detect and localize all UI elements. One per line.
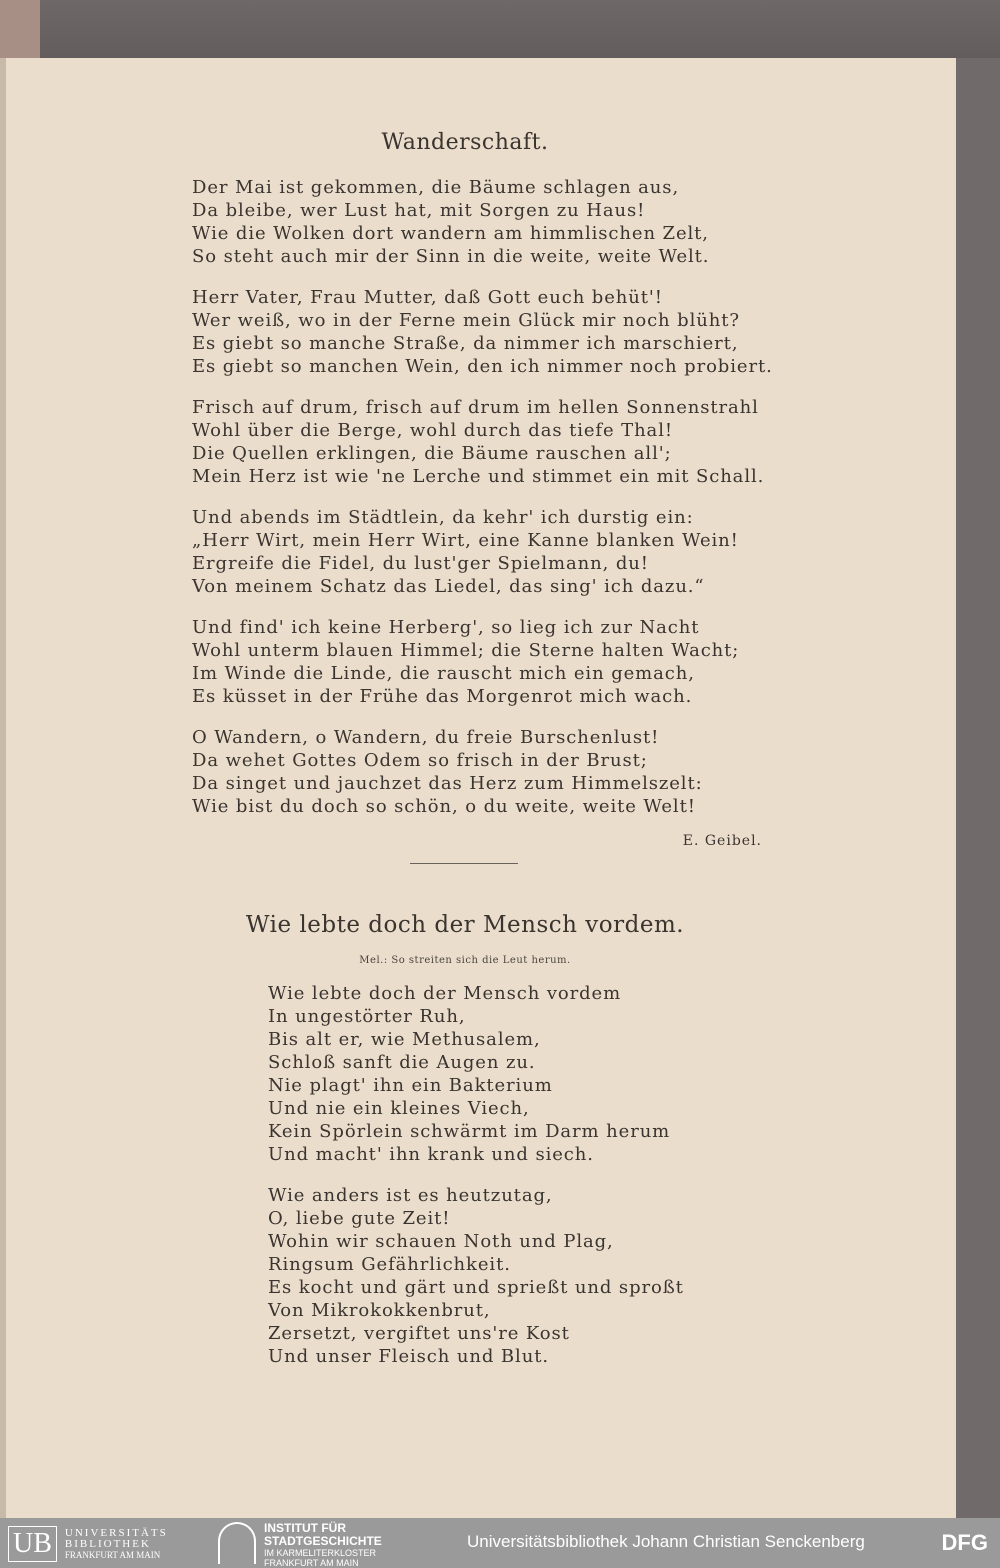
stanza bbox=[192, 396, 773, 488]
ub-line: BIBLIOTHEK bbox=[64, 1537, 151, 1550]
poem-line: Von Mikrokokkenbrut, bbox=[268, 1300, 491, 1321]
poem-line: Zersetzt, vergiftet uns're Kost bbox=[268, 1323, 570, 1344]
poem-line: Von meinem Schatz das Liedel, das sing' ich dazu.“ bbox=[192, 576, 705, 597]
arch-icon bbox=[218, 1522, 256, 1564]
stanza bbox=[268, 982, 684, 1166]
inst-line: INSTITUT FÜR bbox=[264, 1521, 346, 1535]
poem-line: Wer weiß, wo in der Ferne mein Glück mir noch blüht? bbox=[192, 310, 740, 331]
poem-line: Kein Spörlein schwärmt im Darm herum bbox=[268, 1121, 671, 1142]
poem-line: O, liebe gute Zeit! bbox=[268, 1208, 451, 1229]
stanza bbox=[192, 616, 773, 708]
ub-logo-mark: UB bbox=[8, 1526, 57, 1562]
poem-line: Wohl unterm blauen Himmel; die Sterne halten Wacht; bbox=[192, 640, 740, 661]
poem-line: Da wehet Gottes Odem so frisch in der Brust; bbox=[192, 750, 648, 771]
poem-line: Wie die Wolken dort wandern am himmlischen Zelt, bbox=[192, 223, 709, 244]
divider bbox=[410, 863, 518, 864]
poem-line: Schloß sanft die Augen zu. bbox=[268, 1052, 536, 1073]
poem-line: Die Quellen erklingen, die Bäume rauschen all'; bbox=[192, 443, 672, 464]
dfg-logo[interactable]: DFG bbox=[941, 1530, 988, 1555]
poem-line: Da singet und jauchzet das Herz zum Himmelszelt: bbox=[192, 773, 703, 794]
ub-line: FRANKFURT AM MAIN bbox=[64, 1549, 161, 1560]
poem-line: O Wandern, o Wandern, du freie Burschenlust! bbox=[192, 727, 660, 748]
melody-note: Mel.: So streiten sich die Leut herum. bbox=[359, 955, 571, 966]
poem-title: Wie lebte doch der Mensch vordem. bbox=[245, 912, 685, 938]
poem-body bbox=[268, 982, 684, 1386]
poem-line: Es küsset in der Frühe das Morgenrot mich wach. bbox=[192, 686, 693, 707]
poem-line: Und nie ein kleines Viech, bbox=[268, 1098, 530, 1119]
stanza bbox=[192, 286, 773, 378]
poem-line: Und unser Fleisch und Blut. bbox=[268, 1346, 549, 1367]
poem-line: Nie plagt' ihn ein Bakterium bbox=[268, 1075, 553, 1096]
poem-line: Herr Vater, Frau Mutter, daß Gott euch behüt'! bbox=[192, 287, 663, 308]
poem-line: Mein Herz ist wie 'ne Lerche und stimmet ein mit Schall. bbox=[192, 466, 765, 487]
poem-line: Wohl über die Berge, wohl durch das tiefe Thal! bbox=[192, 420, 673, 441]
poem-line: Der Mai ist gekommen, die Bäume schlagen aus, bbox=[192, 177, 680, 198]
poem-line: Wie bist du doch so schön, o du weite, weite Welt! bbox=[192, 796, 696, 817]
inst-line: FRANKFURT AM MAIN bbox=[264, 1558, 359, 1568]
poem-line: Und abends im Städtlein, da kehr' ich durstig ein: bbox=[192, 507, 694, 528]
poem-line: Es giebt so manche Straße, da nimmer ich marschiert, bbox=[192, 333, 739, 354]
poem-line: Und find' ich keine Herberg', so lieg ich zur Nacht bbox=[192, 617, 700, 638]
poem-title: Wanderschaft. bbox=[381, 130, 549, 155]
poem-line: Frisch auf drum, frisch auf drum im hellen Sonnenstrahl bbox=[192, 397, 759, 418]
poem-line: Es giebt so manchen Wein, den ich nimmer noch probiert. bbox=[192, 356, 773, 377]
stanza bbox=[192, 506, 773, 598]
stanza bbox=[192, 726, 773, 818]
poem-body bbox=[192, 176, 773, 836]
stanza bbox=[268, 1184, 684, 1368]
poem-line: Ergreife die Fidel, du lust'ger Spielmann, du! bbox=[192, 553, 649, 574]
ub-logo[interactable] bbox=[8, 1526, 168, 1562]
poem-line: Im Winde die Linde, die rauscht mich ein gemach, bbox=[192, 663, 695, 684]
library-name[interactable]: Universitätsbibliothek Johann Christian Senckenberg bbox=[467, 1532, 865, 1551]
poem-line: Ringsum Gefährlichkeit. bbox=[268, 1254, 511, 1275]
poem-line: Und macht' ihn krank und siech. bbox=[268, 1144, 594, 1165]
poem-line: So steht auch mir der Sinn in die weite, weite Welt. bbox=[192, 246, 710, 267]
inst-line: STADTGESCHICHTE bbox=[264, 1534, 382, 1548]
poem-line: Bis alt er, wie Methusalem, bbox=[268, 1029, 541, 1050]
poem-line: Wie anders ist es heutzutag, bbox=[268, 1185, 553, 1206]
institute-logo[interactable] bbox=[218, 1522, 382, 1568]
scan-background-top bbox=[0, 0, 1000, 60]
poem-line: Es kocht und gärt und sprießt und sproßt bbox=[268, 1277, 684, 1298]
scan-background-right bbox=[956, 58, 1000, 1518]
footer-bar bbox=[0, 1518, 1000, 1568]
poem-line: Wie lebte doch der Mensch vordem bbox=[268, 983, 622, 1004]
poem-line: Da bleibe, wer Lust hat, mit Sorgen zu Haus! bbox=[192, 200, 646, 221]
ub-line: UNIVERSITÄTS bbox=[64, 1526, 168, 1539]
poem-line: In ungestörter Ruh, bbox=[268, 1006, 466, 1027]
poem-author: E. Geibel. bbox=[682, 833, 762, 849]
inst-line: IM KARMELITERKLOSTER bbox=[264, 1548, 377, 1558]
poem-line: „Herr Wirt, mein Herr Wirt, eine Kanne blanken Wein! bbox=[192, 530, 739, 551]
poem-line: Wohin wir schauen Noth und Plag, bbox=[268, 1231, 614, 1252]
stanza bbox=[192, 176, 773, 268]
